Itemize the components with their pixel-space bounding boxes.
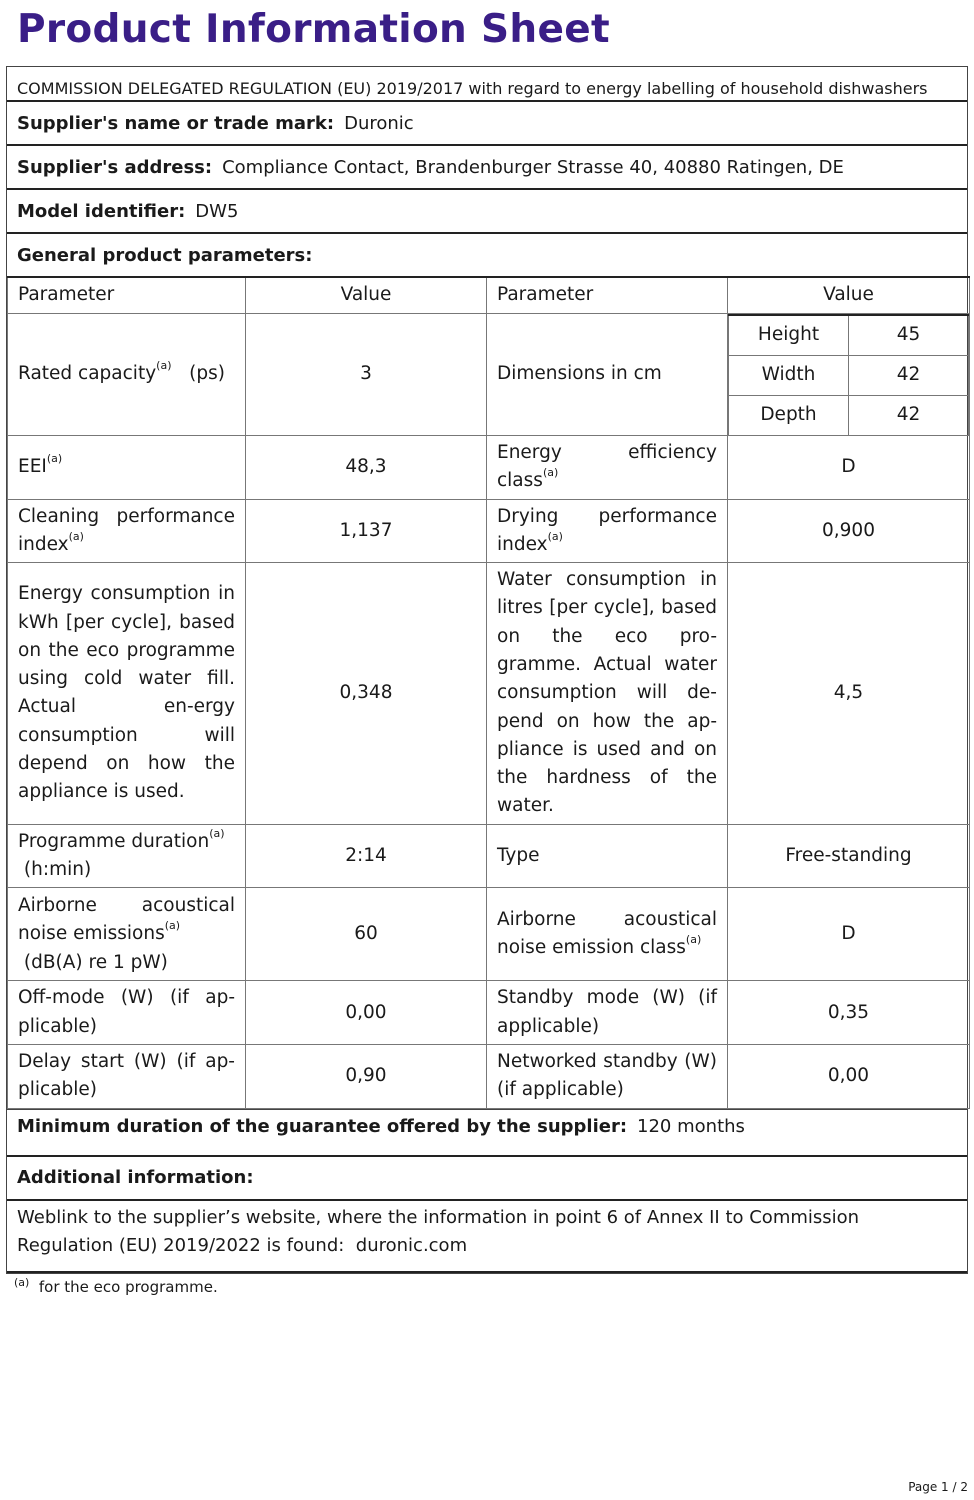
table-row [8, 499, 970, 563]
model-label: Model identifier: [17, 200, 186, 222]
footnote-marker: (a) [156, 358, 172, 372]
duration-unit: (h:min) [23, 859, 92, 881]
sheet-frame [6, 100, 968, 1274]
table-row [8, 824, 970, 888]
footnote-marker: (a) [14, 1275, 30, 1289]
width-value: 42 [849, 355, 969, 395]
additional-heading: Additional information: [17, 1167, 254, 1189]
weblink-text: Weblink to the supplier’s website, where the information in point 6 of Annex II to Commission Regulation (EU) 2019/2022 is found: [17, 1206, 860, 1257]
drying-value: 0,900 [728, 499, 970, 563]
rated-capacity-unit: (ps) [189, 362, 225, 384]
noise-unit: (dB(A) re 1 pW) [23, 951, 168, 973]
energy-class-label [487, 435, 728, 499]
eei-text: EEI [18, 455, 47, 477]
footnote-text: for the eco programme. [38, 1277, 218, 1296]
duration-label [8, 824, 246, 888]
energy-class-value: D [728, 435, 970, 499]
weblink-block [7, 1199, 967, 1273]
delay-start-value: 0,90 [246, 1044, 487, 1108]
header-value-1: Value [246, 277, 487, 313]
standby-value: 0,35 [728, 981, 970, 1045]
footnote-marker: (a) [685, 933, 702, 947]
table-row [8, 1044, 970, 1108]
table-row [8, 435, 970, 499]
noise-label [8, 888, 246, 981]
footnote-marker: (a) [68, 529, 84, 543]
energy-consumption-value: 0,348 [246, 563, 487, 825]
supplier-name-value: Duronic [344, 112, 414, 134]
height-label: Height [729, 315, 849, 356]
page-number: Page 1 / 2 [908, 1480, 968, 1494]
supplier-address-value: Compliance Contact, Brandenburger Strasse 40, 40880 Ratingen, DE [222, 156, 844, 178]
header-parameter-1: Parameter [8, 277, 246, 313]
duration-text: Programme duration [18, 830, 210, 852]
noise-class-label [487, 888, 728, 981]
noise-class-value: D [728, 888, 970, 981]
general-heading-row [7, 232, 967, 276]
eei-label [8, 435, 246, 499]
guarantee-row [7, 1109, 967, 1155]
type-label: Type [487, 824, 728, 888]
off-mode-value: 0,00 [246, 981, 487, 1045]
eei-value: 48,3 [246, 435, 487, 499]
energy-class-text: Energy efficiency class [497, 441, 717, 491]
supplier-name-label: Supplier's name or trade mark: [17, 112, 335, 134]
networked-label: Networked standby (W) (if applicable) [487, 1044, 728, 1108]
page-title: Product Information Sheet [17, 7, 610, 52]
supplier-address-label: Supplier's address: [17, 156, 213, 178]
footnote-marker: (a) [46, 451, 63, 465]
regulation-subtitle: COMMISSION DELEGATED REGULATION (EU) 2019/2017 with regard to energy labelling of household dishwashers [6, 66, 968, 100]
noise-text: Airborne acoustical noise emissions [18, 894, 235, 945]
model-row [7, 188, 967, 232]
additional-heading-row [7, 1155, 967, 1199]
drying-text: Drying performance index [497, 505, 717, 555]
dimensions-cell [728, 313, 970, 435]
type-value: Free-standing [728, 824, 970, 888]
table-row [8, 888, 970, 981]
water-consumption-value: 4,5 [728, 563, 970, 825]
networked-value: 0,00 [728, 1044, 970, 1108]
height-value: 45 [849, 315, 969, 356]
standby-label: Standby mode (W) (if applicable) [487, 981, 728, 1045]
footnote-marker: (a) [164, 919, 181, 933]
dimensions-table [728, 314, 969, 435]
cleaning-label [8, 499, 246, 563]
depth-label: Depth [729, 395, 849, 435]
footnote-marker: (a) [542, 466, 559, 479]
noise-value: 60 [246, 888, 487, 981]
supplier-name-row [7, 100, 967, 144]
energy-consumption-label: Energy consumption in kWh [per cycle], based on the eco programme using cold water fill. Actual en-ergy consumption will depend on how the appliance is used. [8, 563, 246, 825]
guarantee-value: 120 months [637, 1115, 745, 1137]
footnote-marker: (a) [547, 529, 563, 543]
duration-value: 2:14 [246, 824, 487, 888]
cleaning-value: 1,137 [246, 499, 487, 563]
off-mode-label: Off-mode (W) (if ap-plicable) [8, 981, 246, 1045]
header-value-2: Value [728, 277, 970, 313]
supplier-address-row [7, 144, 967, 188]
footnote-marker: (a) [209, 826, 225, 840]
delay-start-label: Delay start (W) (if ap-plicable) [8, 1044, 246, 1108]
weblink-url[interactable]: duronic.com [355, 1235, 468, 1257]
model-value: DW5 [195, 200, 239, 222]
noise-class-text: Airborne acoustical noise emission class [497, 909, 717, 959]
cleaning-text: Cleaning performance index [18, 505, 235, 555]
header-parameter-2: Parameter [487, 277, 728, 313]
rated-capacity-value: 3 [246, 313, 487, 435]
parameters-table [7, 276, 970, 1109]
product-information-sheet [6, 0, 968, 1296]
width-label: Width [729, 355, 849, 395]
general-heading: General product parameters: [17, 244, 313, 266]
dimensions-label: Dimensions in cm [487, 313, 728, 435]
water-consumption-label: Water consumption in litres [per cycle], based on the eco pro-gramme. Actual water consumption will de-pend on how the ap-pliance is used and on the hardness of the water. [487, 563, 728, 825]
footnote [6, 1274, 968, 1296]
drying-label [487, 499, 728, 563]
table-row [8, 563, 970, 825]
depth-value: 42 [849, 395, 969, 435]
guarantee-label: Minimum duration of the guarantee offered by the supplier: [17, 1115, 628, 1137]
rated-capacity-text: Rated capacity [18, 362, 157, 384]
table-row [8, 981, 970, 1045]
table-header-row [8, 277, 970, 313]
rated-capacity-label [8, 313, 246, 435]
table-row [8, 313, 970, 435]
